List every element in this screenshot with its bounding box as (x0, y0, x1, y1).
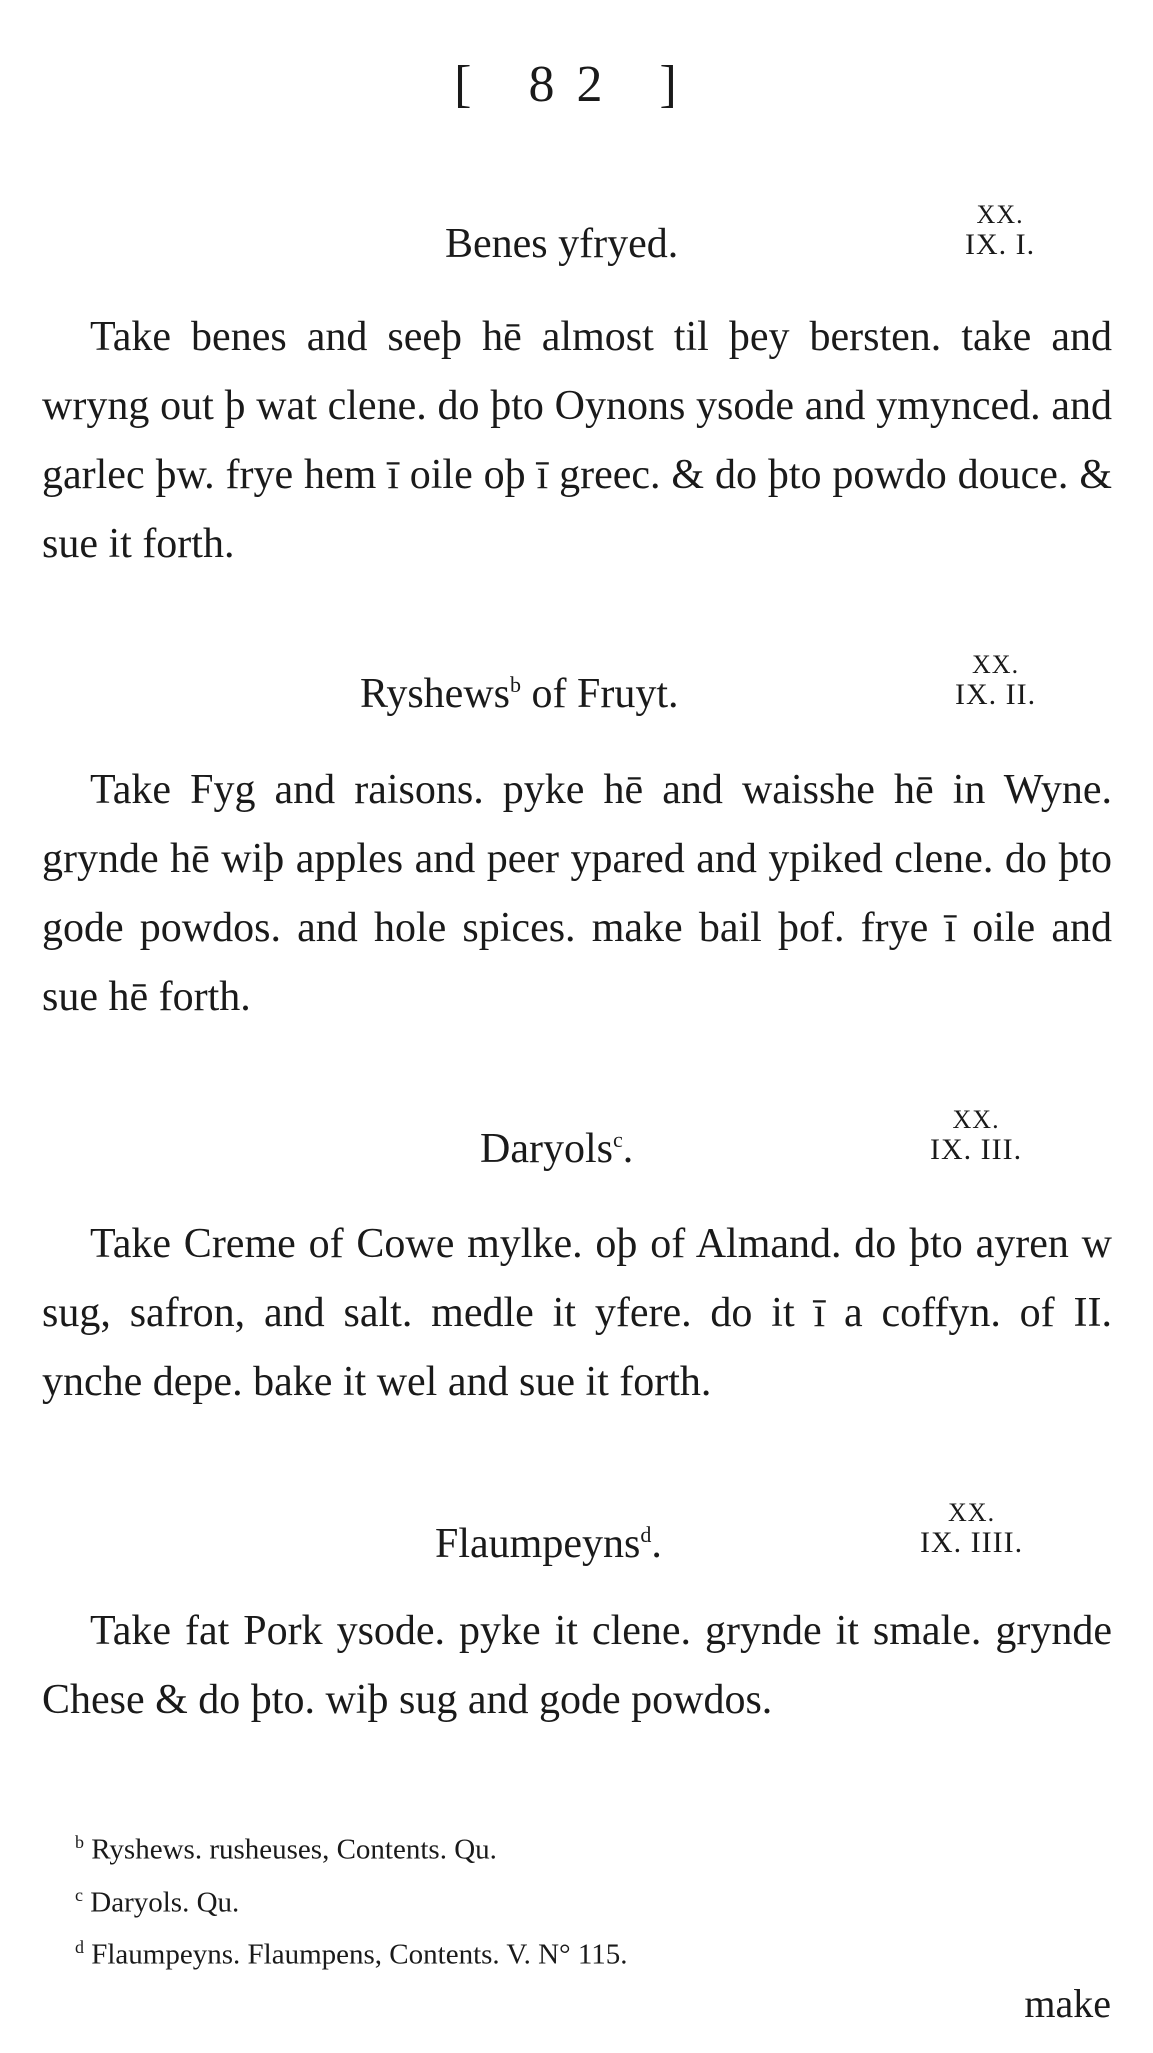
recipe-title (360, 670, 679, 718)
footnote (75, 1925, 975, 1978)
recipe-reference (955, 650, 1036, 710)
recipe-title-suffix: . (651, 1521, 662, 1567)
ref-xx: XX. (952, 1105, 1000, 1134)
page-number: [ 82 ] (454, 56, 699, 113)
footnote-mark: b (510, 672, 521, 697)
ref-number: IX. I. (965, 228, 1036, 261)
footnote-mark: d (75, 1937, 84, 1958)
recipe-reference (930, 1105, 1022, 1165)
footnote-mark: c (75, 1884, 83, 1905)
footnote (75, 1820, 975, 1873)
footnote-text: Daryols. Qu. (90, 1886, 240, 1919)
ref-number: IX. IIII. (920, 1526, 1024, 1559)
footnote-mark: c (612, 1127, 623, 1152)
recipe-text: Take benes and seeþ hē almost til þey bersten. take and wryng out þ wat clene. do þto Oynons ysode and ymynced. and garlec þw. frye hem ī oile oþ ī greec. & do þto powdo douce. & sue it forth. (42, 314, 1112, 567)
footnote-text: Ryshews. rusheuses, Contents. Qu. (91, 1833, 497, 1866)
footnote (75, 1873, 975, 1926)
ref-xx: XX. (948, 1498, 996, 1527)
recipe-text: Take Fyg and raisons. pyke hē and waisshe hē in Wyne. grynde hē wiþ apples and peer ypared and ypiked clene. do þto gode powdos. and hole spices. make bail þof. frye ī oile and sue hē forth. (42, 767, 1112, 1020)
catchword: make (1024, 1981, 1111, 2026)
recipe-title-main: Daryols (480, 1126, 613, 1172)
ref-xx: XX. (972, 650, 1020, 679)
recipe-text: Take fat Pork ysode. pyke it clene. grynde it smale. grynde Chese & do þto. wiþ sug and gode powdos. (42, 1608, 1112, 1723)
recipe-title-main: Ryshews (360, 671, 510, 717)
footnote-mark: b (75, 1832, 84, 1852)
ref-number: IX. II. (955, 678, 1037, 711)
recipe-reference (965, 200, 1035, 260)
ref-xx: XX. (976, 200, 1024, 229)
recipe-title-main: Flaumpeyns (435, 1521, 641, 1567)
recipe-reference (920, 1498, 1023, 1558)
recipe-text: Take Creme of Cowe mylke. oþ of Almand. do þto ayren w sug, safron, and salt. medle it yfere. do it ī a coffyn. of II. ynche depe. bake it wel and sue it forth. (42, 1221, 1112, 1405)
recipe-title-suffix: . (622, 1126, 634, 1172)
footnote-text: Flaumpeyns. Flaumpens, Contents. V. N° 115. (91, 1938, 628, 1971)
recipe-title-suffix: of Fruyt. (521, 671, 679, 717)
ref-number: IX. III. (930, 1133, 1023, 1166)
footnote-mark: d (640, 1522, 652, 1547)
recipe-title (435, 1520, 662, 1568)
footnotes (75, 1820, 975, 1978)
recipe-title: Benes yfryed. (445, 221, 679, 267)
recipe-title (480, 1125, 633, 1173)
